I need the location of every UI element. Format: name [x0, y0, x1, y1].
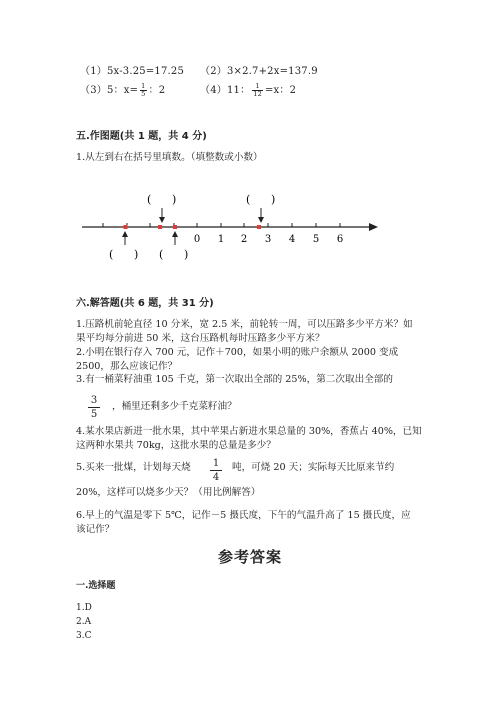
fraction-denominator: 12 [253, 90, 262, 98]
arrow-down-icon [258, 217, 264, 223]
question-4-line-2: 这两种水果共 70kg，这批水果的总量是多少？ [76, 440, 276, 451]
blank-paren-right: ) [271, 193, 276, 206]
equation-3-fraction [140, 83, 146, 98]
tick-label-1: 1 [217, 234, 225, 245]
blank-paren-right: ) [172, 193, 177, 206]
number-line-arrow-head [369, 223, 378, 231]
fraction-denominator: 4 [212, 472, 220, 483]
number-line-ticks [103, 223, 340, 227]
blank-paren-right: ) [184, 248, 189, 261]
equation-3-prefix: （3）5：x= [80, 85, 139, 96]
question-5-line-2: 20%，这样可以烧多少天？（用比例解答） [76, 487, 261, 498]
blank-paren-right: ) [134, 248, 139, 261]
question-6-line-2: 该记作？ [76, 524, 115, 535]
question-1-line-1: 1.压路机前轮直径 10 分米，宽 2.5 米，前轮转一周，可以压路多少平方米？如 [76, 319, 413, 330]
arrow-down-icon [159, 217, 165, 223]
question-3-line-1: 3.有一桶菜籽油重 105 千克，第一次取出全部的 25%，第二次取出全部的 [76, 374, 393, 385]
section-5-heading: 五.作图题(共 1 题，共 4 分) [76, 131, 207, 142]
question-1-line-2: 果平均每分前进 50 米，这台压路机每时压路多少平方米？ [76, 333, 325, 344]
tick-label-0: 0 [193, 234, 201, 245]
answers-subheading: 一.选择题 [76, 581, 116, 591]
equation-1: （1）5x-3.25=17.25 [80, 66, 185, 77]
blank-paren-left: ( [159, 248, 164, 261]
red-point-3 [173, 225, 177, 229]
question-2-line-1: 2.小明在银行存入 700 元，记作＋700，如果小明的账户余额从 2000 变成 [76, 347, 399, 358]
red-point-4 [257, 225, 261, 229]
fraction-numerator: 3 [88, 394, 100, 408]
equation-3 [80, 81, 165, 98]
section-6-heading: 六.解答题(共 6 题，共 31 分) [76, 298, 214, 309]
answer-item-1: 1.D [76, 603, 92, 613]
arrow-up-icon [172, 231, 178, 237]
fraction-numerator: 1 [141, 82, 146, 90]
blank-paren-left: ( [109, 248, 114, 261]
fraction-denominator: 5 [141, 90, 146, 98]
equation-4-prefix: （4）11： [200, 85, 251, 96]
tick-label-3: 3 [264, 234, 272, 245]
answer-item-3: 3.C [76, 631, 92, 641]
arrow-up-icon [122, 231, 128, 237]
question-6-line-1: 6.早上的气温是零下 5℃，记作－5 摄氏度，下午的气温升高了 15 摄氏度，应 [76, 510, 411, 521]
question-2-line-2: 2500，那么应该记作？ [76, 361, 178, 372]
answers-title: 参考答案 [218, 548, 283, 566]
question-3-line-2: ，桶里还剩多少千克菜籽油？ [112, 401, 237, 412]
question-4-line-1: 4.某水果店新进一批水果，其中苹果占新进水果总量的 30%，香蕉占 40%，已知 [76, 426, 422, 437]
tick-label-6: 6 [336, 234, 344, 245]
fraction-denominator: 5 [90, 409, 98, 420]
question-5-fraction [210, 457, 222, 484]
equation-4-suffix: =x：2 [264, 85, 297, 96]
answer-item-2: 2.A [76, 617, 92, 627]
tick-label-4: 4 [288, 234, 296, 245]
blank-paren-left: ( [147, 193, 152, 206]
question-3-fraction [88, 394, 100, 421]
question-5-line-1b: 吨，可烧 20 天；实际每天比原来节约 [232, 462, 395, 473]
question-5-line-1a: 5.买来一批煤，计划每天烧 [76, 462, 191, 473]
blank-paren-left: ( [246, 193, 251, 206]
number-line-figure [70, 188, 390, 268]
red-point-2 [158, 225, 162, 229]
red-point-1 [124, 225, 128, 229]
equation-4-fraction [252, 83, 263, 98]
tick-label-5: 5 [312, 234, 320, 245]
section-5-question-1: 1.从左到右在括号里填数。（填整数或小数） [76, 152, 263, 163]
fraction-numerator: 1 [210, 457, 222, 471]
equation-3-suffix: ：2 [148, 85, 166, 96]
equation-4 [200, 81, 296, 98]
fraction-numerator: 1 [252, 83, 263, 91]
equation-2: （2）3×2.7+2x=137.9 [200, 66, 318, 77]
tick-label-2: 2 [240, 234, 248, 245]
